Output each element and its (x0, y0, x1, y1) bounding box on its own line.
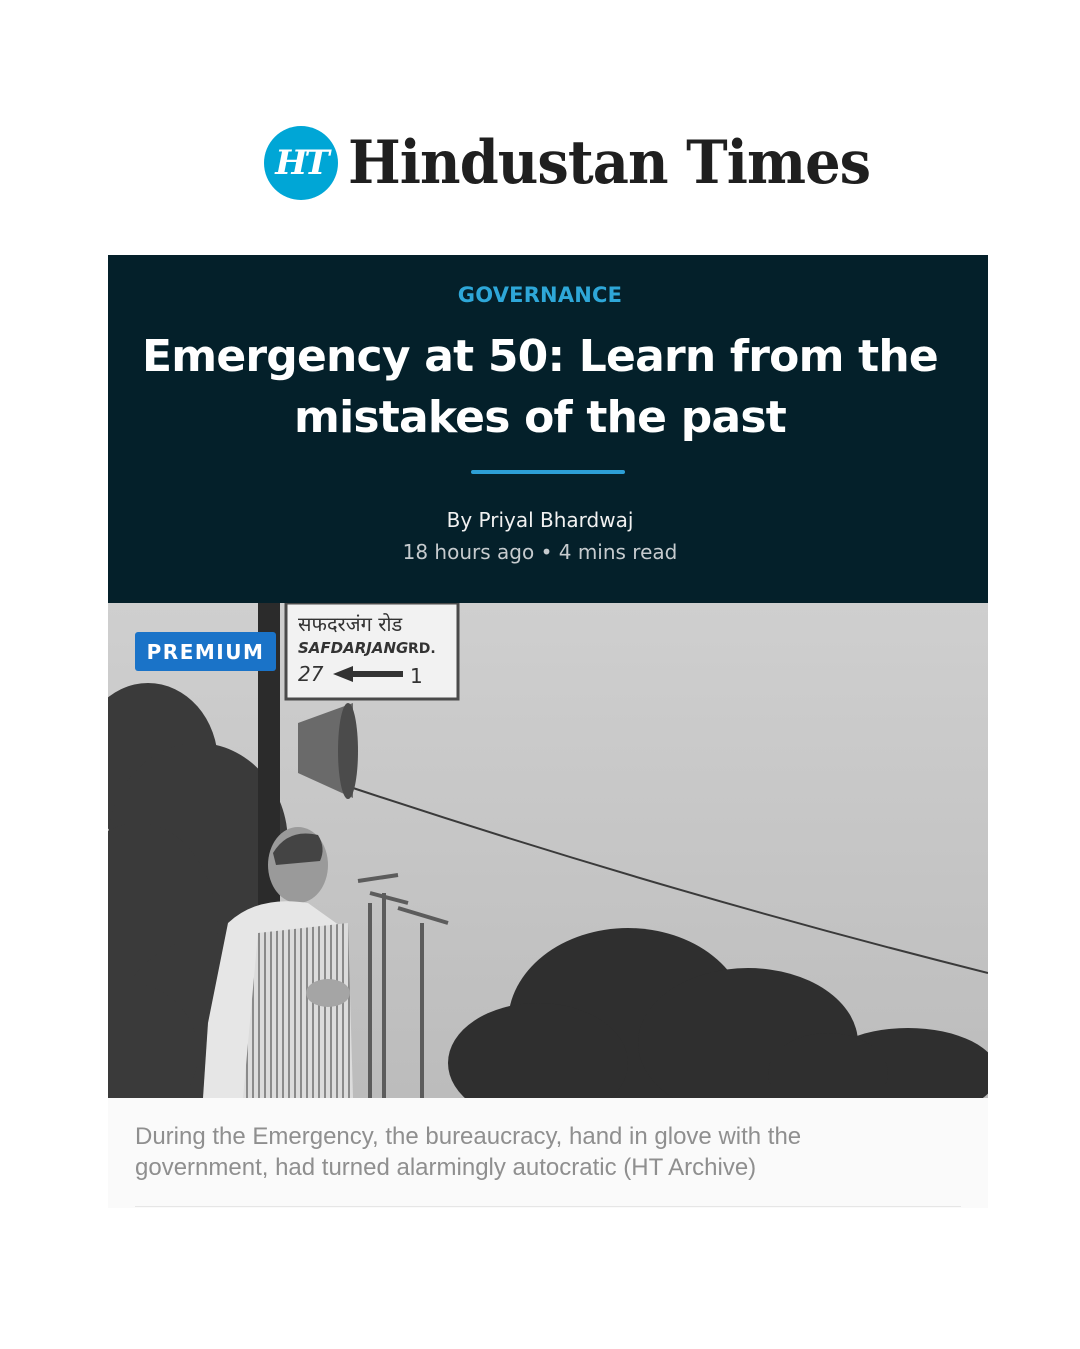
brand-wordmark: Hindustan Times (348, 128, 871, 198)
photo-caption: During the Emergency, the bureaucracy, hand in glove with the government, had turned alarmingly autocratic (HT Archive) (135, 1123, 802, 1181)
article-category[interactable]: GOVERNANCE (457, 283, 623, 307)
article-photo[interactable] (108, 603, 988, 1098)
sign-hindi-text: सफदरजंग रोड (298, 612, 403, 636)
sign-suffix-text: RD. (408, 641, 436, 657)
sign-number-right: 1 (410, 664, 423, 688)
meta-separator: • (540, 540, 553, 564)
ht-logo-badge: HT (264, 126, 338, 200)
sign-english-text: SAFDARJANG (298, 639, 409, 657)
article-read-time: 4 mins read (558, 540, 678, 564)
article-time: 18 hours ago (402, 540, 535, 564)
road-sign (286, 603, 458, 699)
article-byline[interactable]: By Priyal Bhardwaj (446, 508, 634, 532)
masthead-logo[interactable] (264, 118, 871, 208)
article-headline[interactable]: Emergency at 50: Learn from the mistakes of the past (142, 331, 938, 443)
photo-illustration (108, 603, 988, 1098)
sign-number-left: 27 (298, 662, 324, 686)
article-meta (0, 540, 1080, 564)
headline-divider (471, 470, 625, 474)
section-divider (135, 1206, 961, 1207)
premium-badge: PREMIUM (135, 632, 276, 671)
